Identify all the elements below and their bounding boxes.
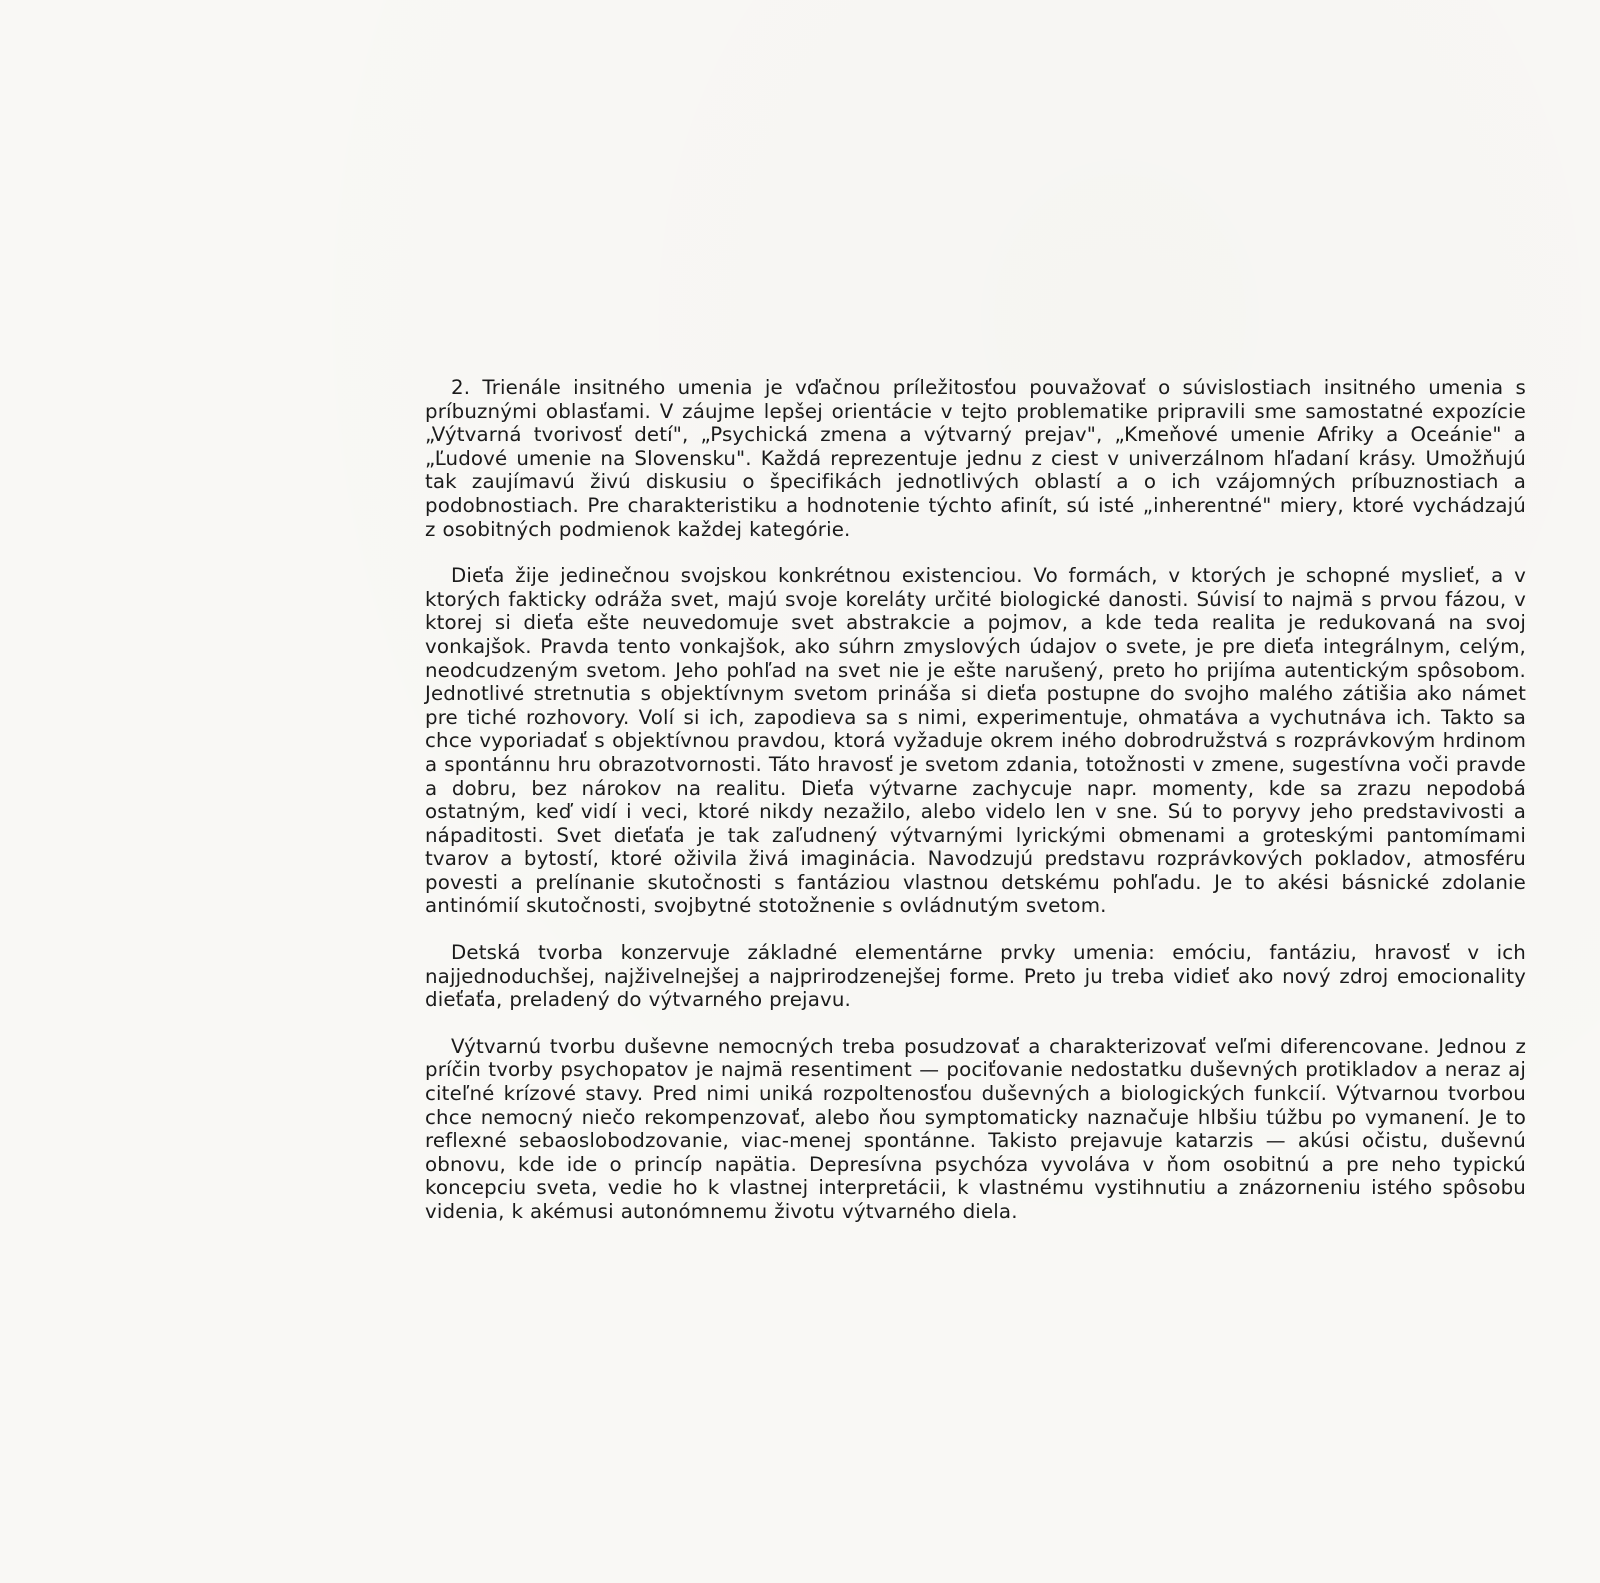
paragraph-triennale-intro: 2. Trienále insitného umenia je vďačnou príležitosťou pouvažovať o súvislostiach insitného umenia s príbuznými oblasťami. V záujme lepšej orientácie v tejto problematike pripravili sme samostatné expozície „Výtvarná tvorivosť detí", „Psychická zmena a výtvarný prejav", „Kmeňové umenie Afriky a Oceánie" a „Ľudové umenie na Slovensku". Každá reprezentuje jednu z ciest v univerzálnom hľadaní krásy. Umožňujú tak zaujímavú živú diskusiu o špecifikách jednotlivých oblastí a o ich vzájomných príbuznostiach a podobnostiach. Pre charakteristiku a hodnotenie týchto afinít, sú isté „inherentné" miery, ktoré vychádzajú z osobitných podmienok každej kategórie. [425, 376, 1526, 541]
paragraph-mentally-ill-art: Výtvarnú tvorbu duševne nemocných treba posudzovať a charakterizovať veľmi diferencovane. Jednou z príčin tvorby psychopatov je najmä resentiment — pociťovanie nedostatku duševných protikladov a neraz aj citeľné krízové stavy. Pred nimi uniká rozpoltenosťou duševných a biologických funkcií. Výtvarnou tvorbou chce nemocný niečo rekompenzovať, alebo ňou symptomaticky naznačuje hlbšiu túžbu po vymanení. Je to reflexné sebaoslobodzovanie, viac-menej spontánne. Takisto prejavuje katarzis — akúsi očistu, duševnú obnovu, kde ide o princíp napätia. Depresívna psychóza vyvoláva v ňom osobitnú a pre neho typickú koncepciu sveta, vedie ho k vlastnej interpretácii, k vlastnému vystihnutiu a znázorneniu istého spôsobu videnia, k akémusi autonómnemu životu výtvarného diela. [425, 1034, 1526, 1223]
paragraph-child-creation: Detská tvorba konzervuje základné elementárne prvky umenia: emóciu, fantáziu, hravosť v ich najjednoduchšej, najživelnejšej a najprirodzenejšej forme. Preto ju treba vidieť ako nový zdroj emocionality dieťaťa, preladený do výtvarného prejavu. [425, 941, 1526, 1012]
body-text [425, 376, 1526, 1224]
paragraph-child-existence: Dieťa žije jedinečnou svojskou konkrétnou existenciou. Vo formách, v ktorých je schopné myslieť, a v ktorých fakticky odráža svet, majú svoje koreláty určité biologické danosti. Súvisí to najmä s prvou fázou, v ktorej si dieťa ešte neuvedomuje svet abstrakcie a pojmov, a kde teda realita je redukovaná na svoj vonkajšok. Pravda tento vonkajšok, ako súhrn zmyslových údajov o svete, je pre dieťa integrálnym, celým, neodcudzeným svetom. Jeho pohľad na svet nie je ešte narušený, preto ho prijíma autentickým spôsobom. Jednotlivé stretnutia s objektívnym svetom prináša si dieťa postupne do svojho malého zátišia ako námet pre tiché rozhovory. Volí si ich, zapodieva sa s nimi, experimentuje, ohmatáva a vychutnáva ich. Takto sa chce vyporiadať s objektívnou pravdou, ktorá vyžaduje okrem iného dobrodružstvá s rozprávkovým hrdinom a spontánnu hru obrazotvornosti. Táto hravosť je svetom zdania, totožnosti v zmene, sugestívna voči pravde a dobru, bez nárokov na realitu. Dieťa výtvarne zachycuje napr. momenty, kde sa zrazu nepodobá ostatným, keď vidí i veci, ktoré nikdy nezažilo, alebo videlo len v sne. Sú to poryvy jeho predstavivosti a nápaditosti. Svet dieťaťa je tak zaľudnený výtvarnými lyrickými obmenami a groteskými pantomímami tvarov a bytostí, ktoré oživila živá imaginácia. Navodzujú predstavu rozprávkových pokladov, atmosféru povesti a prelínanie skutočnosti s fantáziou vlastnou detskému pohľadu. Je to akési básnické zdolanie antinómií skutočnosti, svojbytné stotožnenie s ovládnutým svetom. [425, 564, 1526, 918]
